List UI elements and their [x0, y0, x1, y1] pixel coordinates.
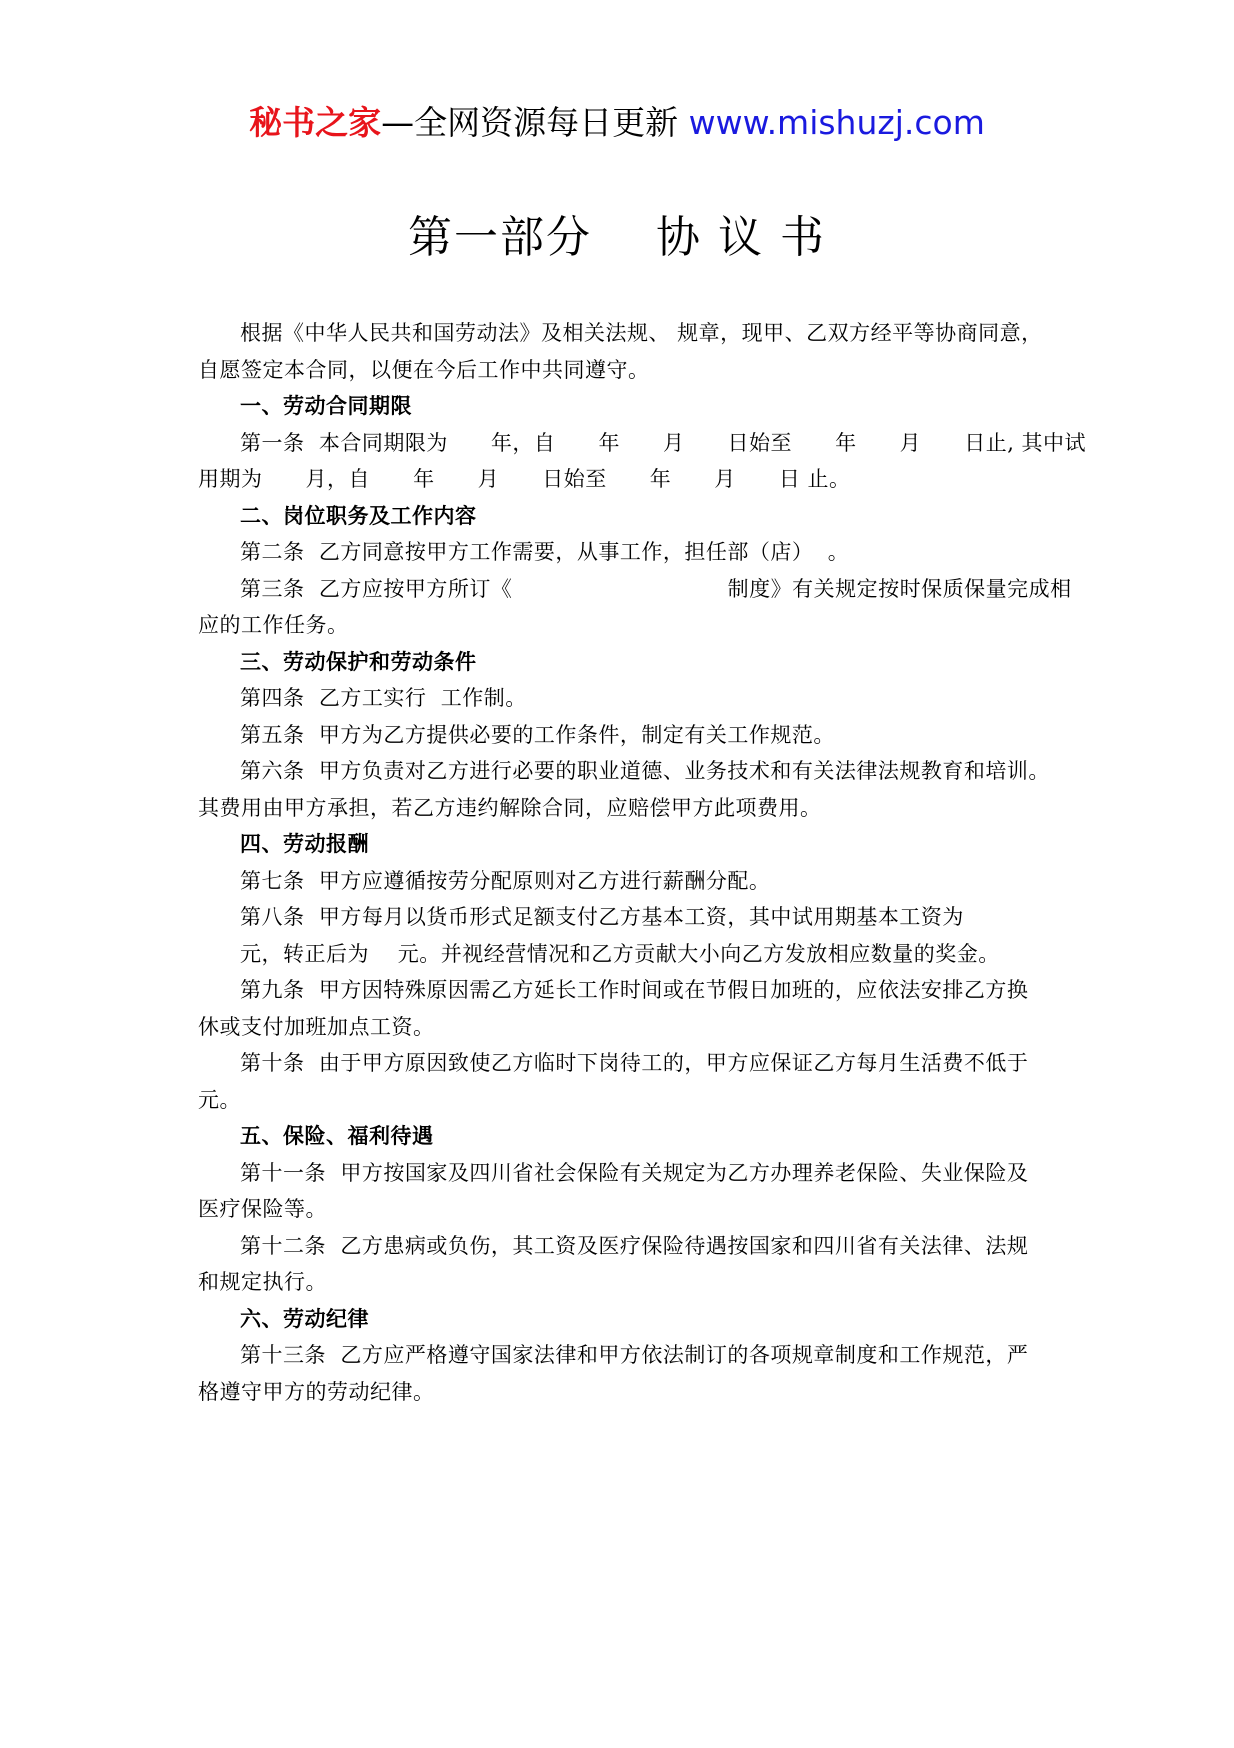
document-title: 第一部分 协 议 书 — [408, 212, 826, 263]
paragraph-line: 休或支付加班加点工资。 — [198, 1014, 435, 1039]
section-heading: 四、劳动报酬 — [240, 832, 369, 856]
paragraph-line: 第十条 由于甲方原因致使乙方临时下岗待工的，甲方应保证乙方每月生活费不低于 — [240, 1051, 1029, 1075]
section-heading: 五、保险、福利待遇 — [240, 1124, 434, 1148]
paragraph-line: 第九条 甲方因特殊原因需乙方延长工作时间或在节假日加班的，应依法安排乙方换 — [240, 978, 1029, 1002]
paragraph-line: 第八条 甲方每月以货币形式足额支付乙方基本工资，其中试用期基本工资为 — [240, 905, 964, 929]
paragraph-line: 用期为 月，自 年 月 日始至 年 月 日 止。 — [198, 467, 851, 491]
section-heading: 一、劳动合同期限 — [240, 394, 412, 418]
paragraph-line: 格遵守甲方的劳动纪律。 — [198, 1379, 435, 1404]
section-heading: 六、劳动纪律 — [240, 1306, 369, 1331]
paragraph-line: 第六条 甲方负责对乙方进行必要的职业道德、业务技术和有关法律法规教育和培训。 — [240, 759, 1050, 783]
paragraph-line: 元。 — [198, 1087, 241, 1112]
paragraph-line: 应的工作任务。 — [198, 613, 349, 637]
paragraph-line: 元，转正后为 元。并视经营情况和乙方贡献大小向乙方发放相应数量的奖金。 — [240, 941, 1000, 966]
section-heading: 三、劳动保护和劳动条件 — [240, 649, 477, 674]
section-heading: 二、岗位职务及工作内容 — [240, 503, 477, 528]
banner-slogan: —全网资源每日更新 — [381, 103, 689, 142]
paragraph-line: 第二条 乙方同意按甲方工作需要，从事工作，担任部（店） 。 — [240, 540, 850, 564]
paragraph-line: 根据《中华人民共和国劳动法》及相关法规、 规章，现甲、乙双方经平等协商同意， — [240, 321, 1043, 345]
brand-name: 秘书之家 — [249, 103, 382, 142]
paragraph-line: 第五条 甲方为乙方提供必要的工作条件，制定有关工作规范。 — [240, 722, 835, 747]
paragraph-line: 自愿签定本合同，以便在今后工作中共同遵守。 — [198, 357, 650, 382]
paragraph-line: 医疗保险等。 — [198, 1197, 327, 1221]
paragraph-line: 第三条 乙方应按甲方所订《 制度》有关规定按时保质保量完成相 — [240, 576, 1072, 601]
paragraph-line: 第十一条 甲方按国家及四川省社会保险有关规定为乙方办理养老保险、失业保险及 — [240, 1160, 1029, 1185]
paragraph-line: 第十三条 乙方应严格遵守国家法律和甲方依法制订的各项规章制度和工作规范，严 — [240, 1343, 1029, 1367]
paragraph-line: 和规定执行。 — [198, 1270, 327, 1294]
paragraph-line: 第十二条 乙方患病或负伤，其工资及医疗保险待遇按国家和四川省有关法律、法规 — [240, 1233, 1029, 1258]
paragraph-line: 第七条 甲方应遵循按劳分配原则对乙方进行薪酬分配。 — [240, 868, 771, 893]
website-url[interactable]: www.mishuzj.com — [688, 103, 985, 142]
site-banner — [0, 98, 1234, 148]
paragraph-line: 其费用由甲方承担，若乙方违约解除合同，应赔偿甲方此项费用。 — [198, 795, 822, 820]
paragraph-line: 第四条 乙方工实行 工作制。 — [240, 686, 527, 710]
paragraph-line: 第一条 本合同期限为 年，自 年 月 日始至 年 月 日止, 其中试 — [240, 430, 1087, 455]
